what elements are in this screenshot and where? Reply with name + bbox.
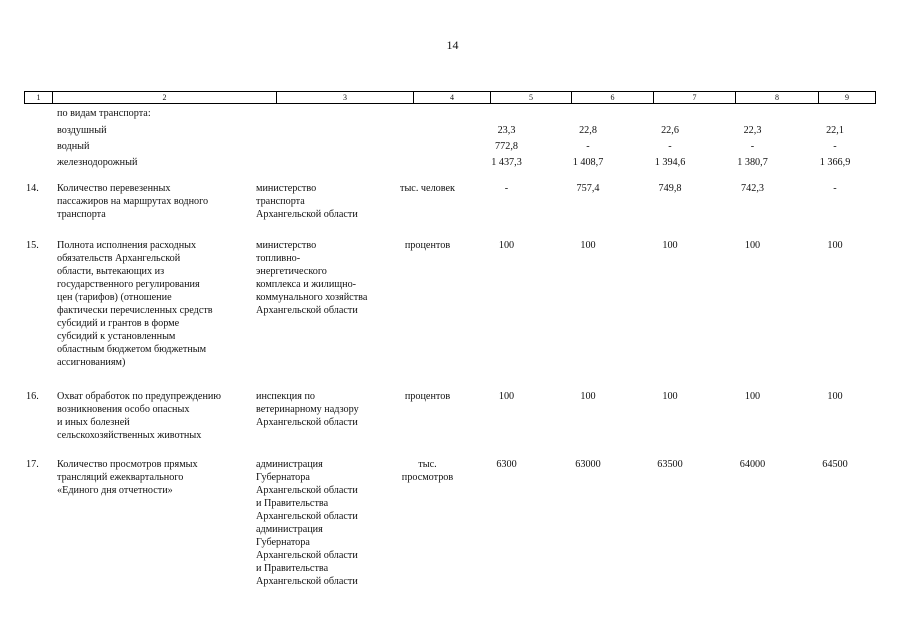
indicator-line: фактически перечисленных средств (57, 305, 213, 316)
row-number: 17. (26, 459, 39, 470)
value-cell: 64500 (822, 459, 848, 470)
indicator-line: Полнота исполнения расходных (57, 240, 197, 251)
value-cell: 100 (744, 240, 761, 251)
agency-line: Губернатора (256, 537, 310, 548)
agency-line: министерство (256, 240, 317, 251)
value-cell: 1 366,9 (819, 157, 851, 168)
value-cell: 100 (498, 391, 515, 402)
header-col-3: 3 (277, 92, 414, 103)
value-cell: 6300 (496, 459, 517, 470)
value-cell: - (833, 183, 837, 194)
agency-line: коммунального хозяйства (256, 292, 368, 303)
agency-line: Архангельской области (256, 485, 358, 496)
row-number: 16. (26, 391, 39, 402)
unit-cell: тыс. (418, 459, 437, 470)
unit-cell: тыс. человек (400, 183, 455, 194)
row-label: воздушный (57, 125, 107, 136)
value-cell: 100 (498, 240, 515, 251)
value-cell: 742,3 (741, 183, 764, 194)
agency-line: Архангельской области (256, 550, 358, 561)
agency-line: топливно- (256, 253, 301, 264)
indicator-line: трансляций ежеквартального (57, 472, 184, 483)
indicator-line: сельскохозяйственных животных (57, 430, 202, 441)
unit-cell: процентов (404, 391, 451, 402)
agency-line: Архангельской области (256, 417, 358, 428)
header-col-1: 1 (25, 92, 53, 103)
value-cell: 22,8 (579, 125, 597, 136)
value-cell: 64000 (739, 459, 766, 470)
agency-line: и Правительства (256, 498, 329, 509)
header-col-9: 9 (845, 93, 849, 102)
agency-line: Архангельской области (256, 209, 358, 220)
value-cell: 63500 (657, 459, 683, 470)
value-cell: 100 (744, 391, 761, 402)
value-cell: 100 (827, 391, 843, 402)
indicator-line: государственного регулирования (57, 279, 200, 290)
value-cell: 100 (827, 240, 843, 251)
page-number: 14 (446, 38, 459, 52)
row-label: водный (57, 141, 90, 152)
value-cell: 23,3 (497, 125, 516, 136)
value-cell: - (668, 141, 672, 152)
unit-cell: процентов (404, 240, 451, 251)
agency-line: инспекция по (256, 391, 316, 402)
value-cell: 63000 (575, 459, 601, 470)
indicator-line: Охват обработок по предупреждению (57, 391, 221, 402)
header-col-5: 5 (491, 92, 572, 103)
value-cell: 1 380,7 (737, 157, 768, 168)
value-cell: - (504, 183, 509, 194)
value-cell: 22,3 (743, 125, 762, 136)
indicator-line: транспорта (57, 209, 106, 220)
agency-line: и Правительства (256, 563, 329, 574)
agency-line: Архангельской области (256, 511, 358, 522)
header-col-4: 4 (414, 92, 491, 103)
indicator-line: обязательств Архангельской (57, 253, 181, 264)
table-header (24, 91, 876, 104)
value-cell: 100 (662, 391, 678, 402)
header-col-6: 6 (572, 92, 654, 103)
value-cell: 1 394,6 (654, 157, 686, 168)
header-col-7: 7 (654, 92, 736, 103)
value-cell: 100 (662, 240, 678, 251)
indicator-line: областным бюджетом бюджетным (57, 344, 207, 355)
agency-line: Губернатора (256, 472, 310, 483)
value-cell: 100 (580, 240, 596, 251)
row-label: железнодорожный (57, 157, 138, 168)
transport-heading: по видам транспорта: (57, 108, 151, 119)
indicator-line: и иных болезней (57, 417, 130, 428)
value-cell: 1 437,3 (491, 157, 522, 168)
value-cell: 22,1 (826, 125, 844, 136)
agency-line: транспорта (256, 196, 305, 207)
agency-line: комплекса и жилищно- (256, 279, 357, 290)
value-cell: - (833, 141, 837, 152)
value-cell: 100 (580, 391, 596, 402)
agency-line: администрация (256, 524, 323, 535)
unit-cell: просмотров (401, 472, 454, 483)
agency-line: министерство (256, 183, 317, 194)
indicator-line: субсидий к установленным (57, 331, 176, 342)
header-col-2: 2 (53, 92, 277, 103)
value-cell: 1 408,7 (572, 157, 604, 168)
indicator-line: «Единого дня отчетности» (57, 485, 173, 496)
indicator-line: Количество просмотров прямых (57, 459, 198, 470)
value-cell: 22,6 (661, 125, 679, 136)
row-number: 15. (26, 240, 39, 251)
agency-line: энергетического (256, 266, 327, 277)
indicator-line: области, вытекающих из (57, 266, 165, 277)
indicator-line: цен (тарифов) (отношение (57, 292, 172, 303)
agency-line: Архангельской области (256, 576, 358, 587)
indicator-line: ассигнованиям) (57, 357, 126, 368)
value-cell: - (586, 141, 590, 152)
value-cell: 749,8 (658, 183, 682, 194)
indicator-line: субсидий и грантов в форме (57, 318, 180, 329)
indicator-line: возникновения особо опасных (57, 404, 190, 415)
agency-line: ветеринарному надзору (256, 404, 359, 415)
row-number: 14. (26, 183, 39, 194)
indicator-line: Количество перевезенных (57, 183, 171, 194)
value-cell: 757,4 (576, 183, 600, 194)
header-col-8: 8 (736, 92, 819, 103)
agency-line: администрация (256, 459, 323, 470)
indicator-line: пассажиров на маршрутах водного (57, 196, 209, 207)
value-cell: - (750, 141, 755, 152)
value-cell: 772,8 (495, 141, 518, 152)
agency-line: Архангельской области (256, 305, 358, 316)
